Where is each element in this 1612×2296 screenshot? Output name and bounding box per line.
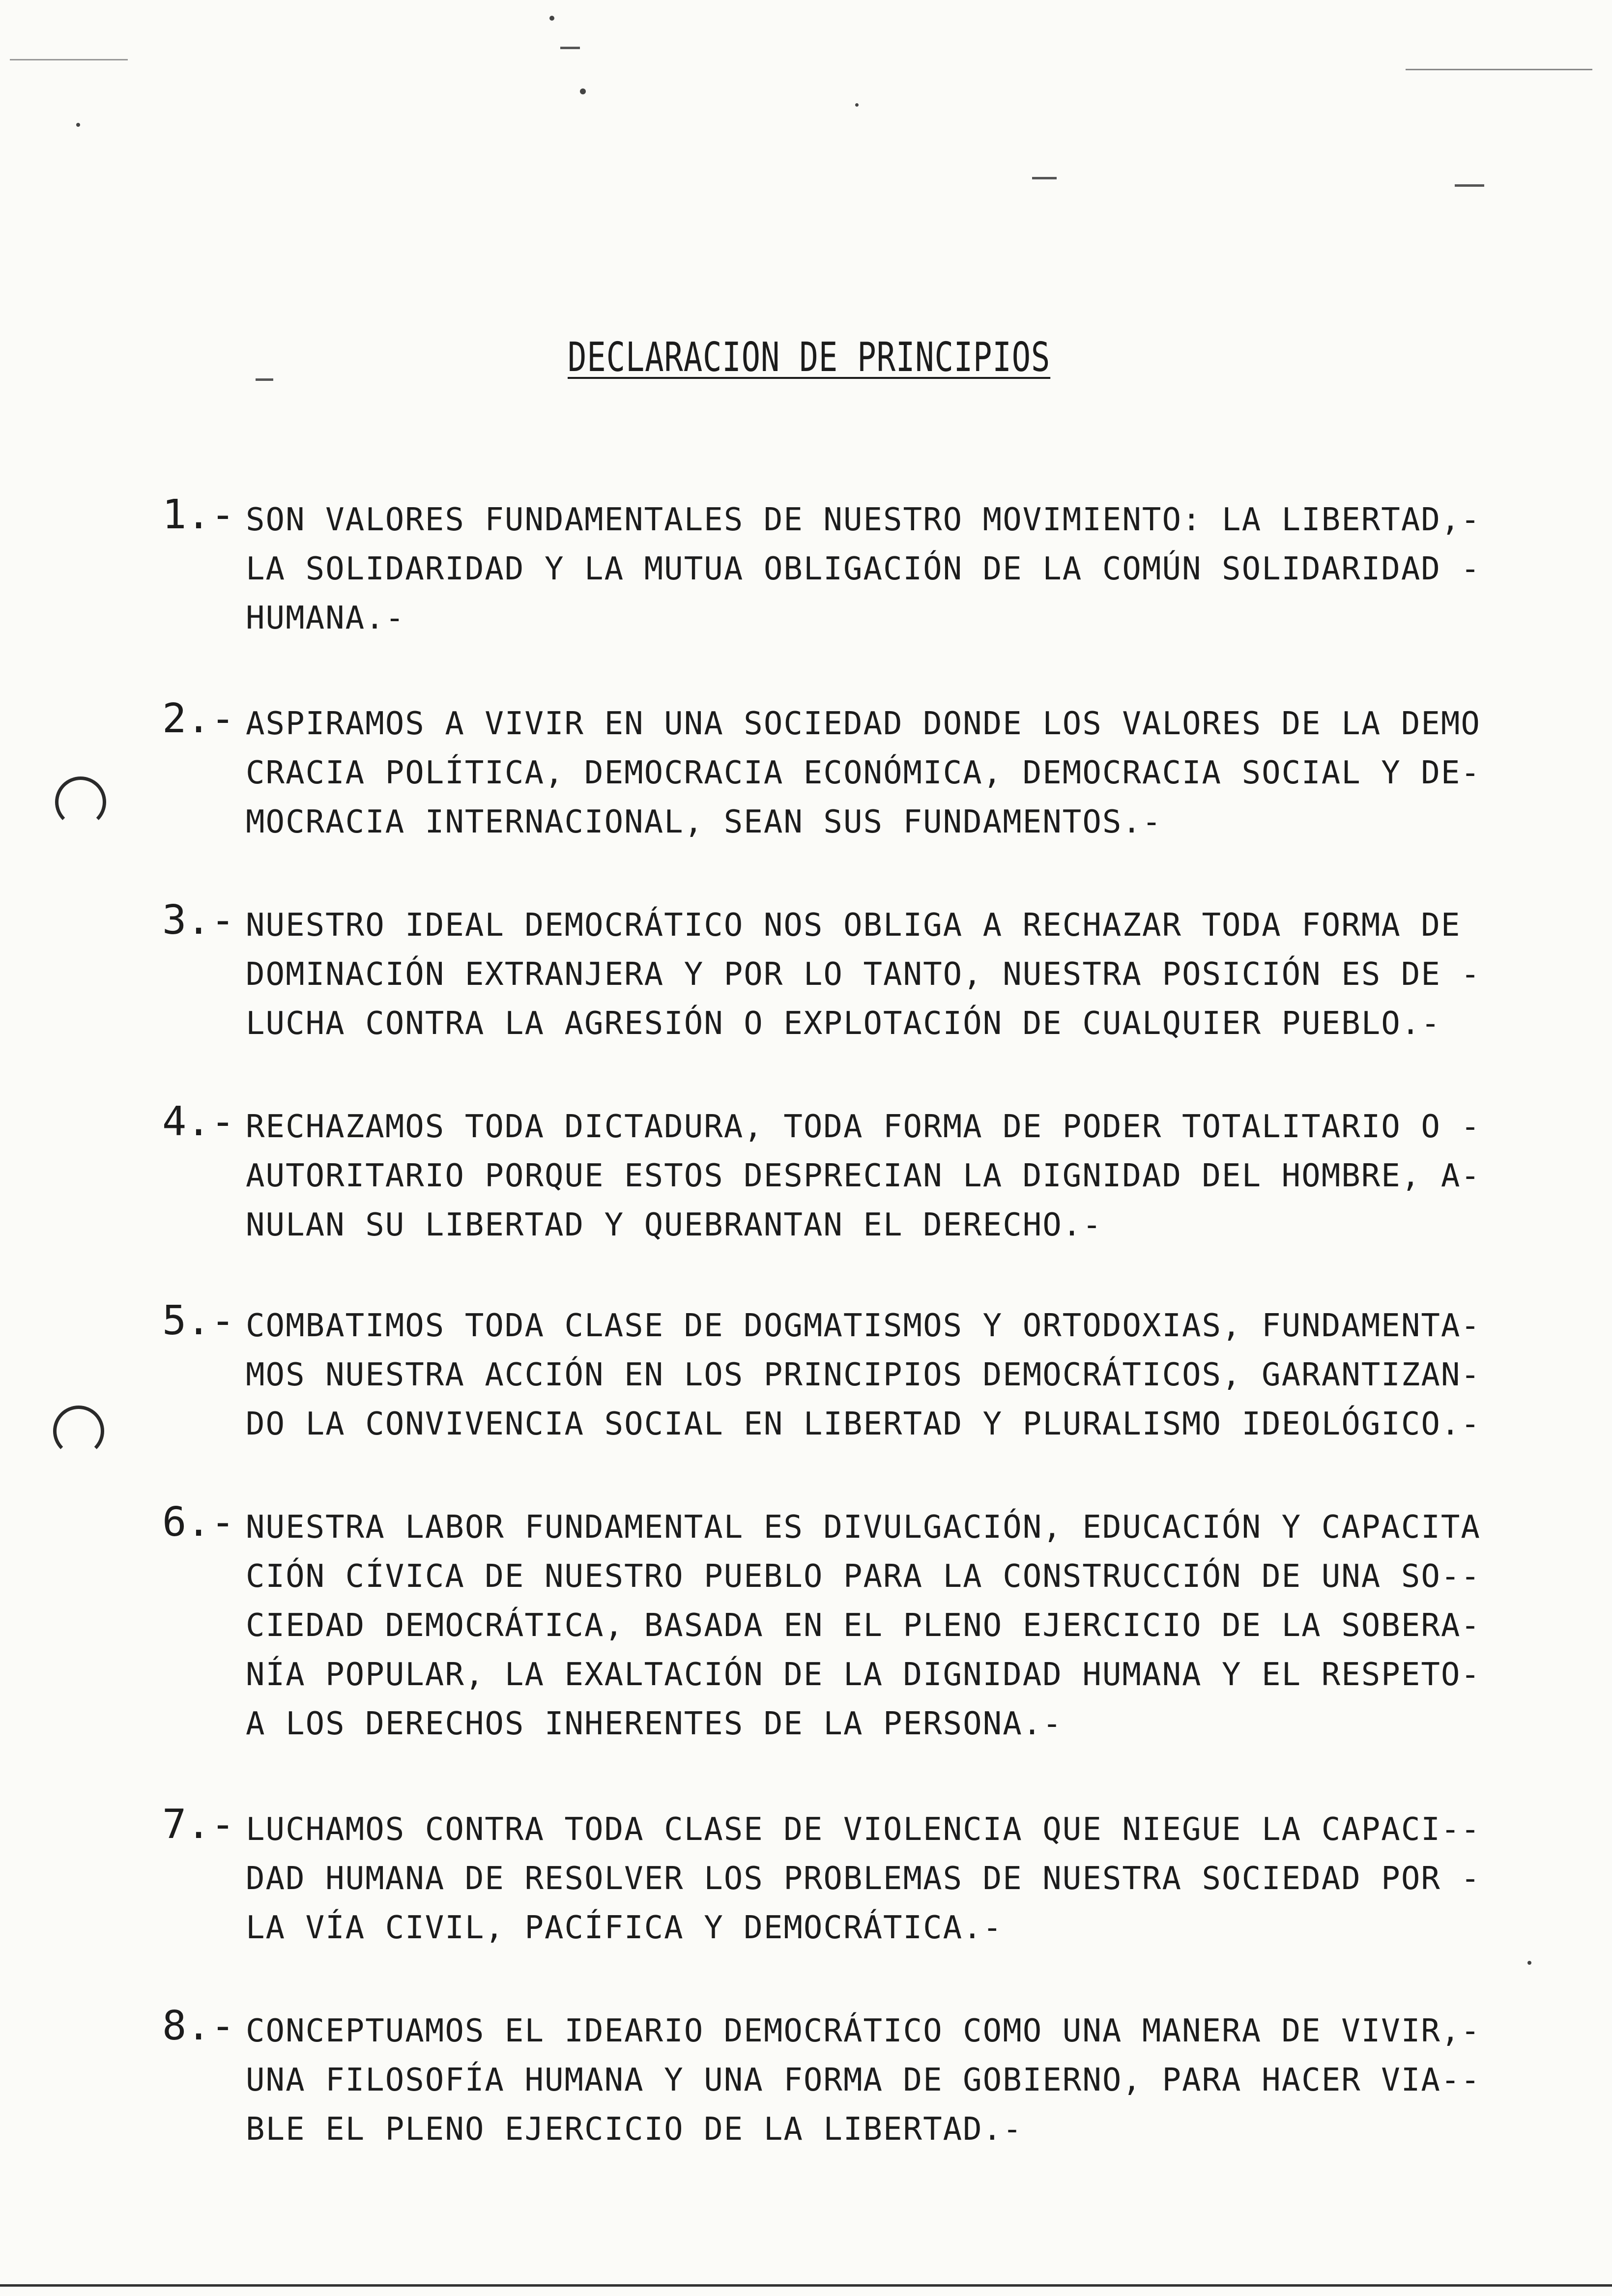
scan-mark	[1032, 177, 1057, 179]
scan-speck	[1527, 1961, 1531, 1965]
principle-line: DAD HUMANA DE RESOLVER LOS PROBLEMAS DE NUESTRA SOCIEDAD POR -	[246, 1861, 1481, 1897]
principle-number: 6.-	[162, 1499, 235, 1546]
principle-line: NÍA POPULAR, LA EXALTACIÓN DE LA DIGNIDAD HUMANA Y EL RESPETO-	[246, 1657, 1481, 1693]
principle-number: 8.-	[162, 2003, 235, 2049]
principle-line: COMBATIMOS TODA CLASE DE DOGMATISMOS Y ORTODOXIAS, FUNDAMENTA-	[246, 1308, 1481, 1344]
principle-number: 4.-	[162, 1098, 235, 1145]
principle-line: ASPIRAMOS A VIVIR EN UNA SOCIEDAD DONDE LOS VALORES DE LA DEMO	[246, 706, 1481, 742]
principle-number: 1.-	[162, 491, 235, 538]
principle-number: 7.-	[162, 1801, 235, 1848]
principle-line: CONCEPTUAMOS EL IDEARIO DEMOCRÁTICO COMO UNA MANERA DE VIVIR,-	[246, 2013, 1481, 2049]
scan-mark	[560, 47, 580, 49]
bottom-edge-rule	[0, 2284, 1612, 2287]
scan-mark	[10, 59, 128, 60]
principle-line: LA SOLIDARIDAD Y LA MUTUA OBLIGACIÓN DE LA COMÚN SOLIDARIDAD -	[246, 551, 1481, 587]
principle-line: DOMINACIÓN EXTRANJERA Y POR LO TANTO, NUESTRA POSICIÓN ES DE -	[246, 956, 1481, 993]
principle-line: LA VÍA CIVIL, PACÍFICA Y DEMOCRÁTICA.-	[246, 1910, 1003, 1946]
scan-speck	[580, 88, 586, 94]
principle-line: RECHAZAMOS TODA DICTADURA, TODA FORMA DE PODER TOTALITARIO O -	[246, 1109, 1481, 1145]
principle-line: UNA FILOSOFÍA HUMANA Y UNA FORMA DE GOBIERNO, PARA HACER VIA--	[246, 2062, 1481, 2098]
principle-line: BLE EL PLENO EJERCICIO DE LA LIBERTAD.-	[246, 2111, 1023, 2148]
scan-mark	[1406, 69, 1592, 70]
principle-line: NUESTRA LABOR FUNDAMENTAL ES DIVULGACIÓN, EDUCACIÓN Y CAPACITA	[246, 1509, 1481, 1546]
principle-line: CIEDAD DEMOCRÁTICA, BASADA EN EL PLENO EJERCICIO DE LA SOBERA-	[246, 1607, 1481, 1644]
principle-line: AUTORITARIO PORQUE ESTOS DESPRECIAN LA DIGNIDAD DEL HOMBRE, A-	[246, 1158, 1481, 1194]
principle-line: NULAN SU LIBERTAD Y QUEBRANTAN EL DERECHO.-	[246, 1207, 1102, 1243]
page-title: DECLARACION DE PRINCIPIOS	[568, 334, 1051, 381]
principle-line: A LOS DERECHOS INHERENTES DE LA PERSONA.-	[246, 1706, 1063, 1742]
scan-mark	[1455, 184, 1484, 187]
scan-mark	[256, 378, 273, 381]
punch-hole-top	[55, 776, 106, 828]
principle-line: LUCHA CONTRA LA AGRESIÓN O EXPLOTACIÓN DE CUALQUIER PUEBLO.-	[246, 1005, 1441, 1042]
principle-line: NUESTRO IDEAL DEMOCRÁTICO NOS OBLIGA A RECHAZAR TODA FORMA DE	[246, 907, 1461, 944]
principle-number: 3.-	[162, 897, 235, 944]
principle-line: DO LA CONVIVENCIA SOCIAL EN LIBERTAD Y PLURALISMO IDEOLÓGICO.-	[246, 1406, 1481, 1442]
principle-line: MOCRACIA INTERNACIONAL, SEAN SUS FUNDAMENTOS.-	[246, 804, 1162, 840]
principle-number: 5.-	[162, 1297, 235, 1344]
principle-line: SON VALORES FUNDAMENTALES DE NUESTRO MOVIMIENTO: LA LIBERTAD,-	[246, 502, 1481, 538]
scan-speck	[855, 103, 859, 107]
principle-number: 2.-	[162, 695, 235, 742]
principle-line: LUCHAMOS CONTRA TODA CLASE DE VIOLENCIA QUE NIEGUE LA CAPACI--	[246, 1811, 1481, 1848]
principle-line: HUMANA.-	[246, 600, 405, 636]
scan-speck	[549, 16, 554, 21]
principle-line: MOS NUESTRA ACCIÓN EN LOS PRINCIPIOS DEMOCRÁTICOS, GARANTIZAN-	[246, 1357, 1481, 1393]
punch-hole-bottom	[53, 1406, 104, 1457]
scan-speck	[76, 123, 80, 127]
principle-line: CRACIA POLÍTICA, DEMOCRACIA ECONÓMICA, DEMOCRACIA SOCIAL Y DE-	[246, 755, 1481, 791]
principle-line: CIÓN CÍVICA DE NUESTRO PUEBLO PARA LA CONSTRUCCIÓN DE UNA SO--	[246, 1558, 1481, 1595]
